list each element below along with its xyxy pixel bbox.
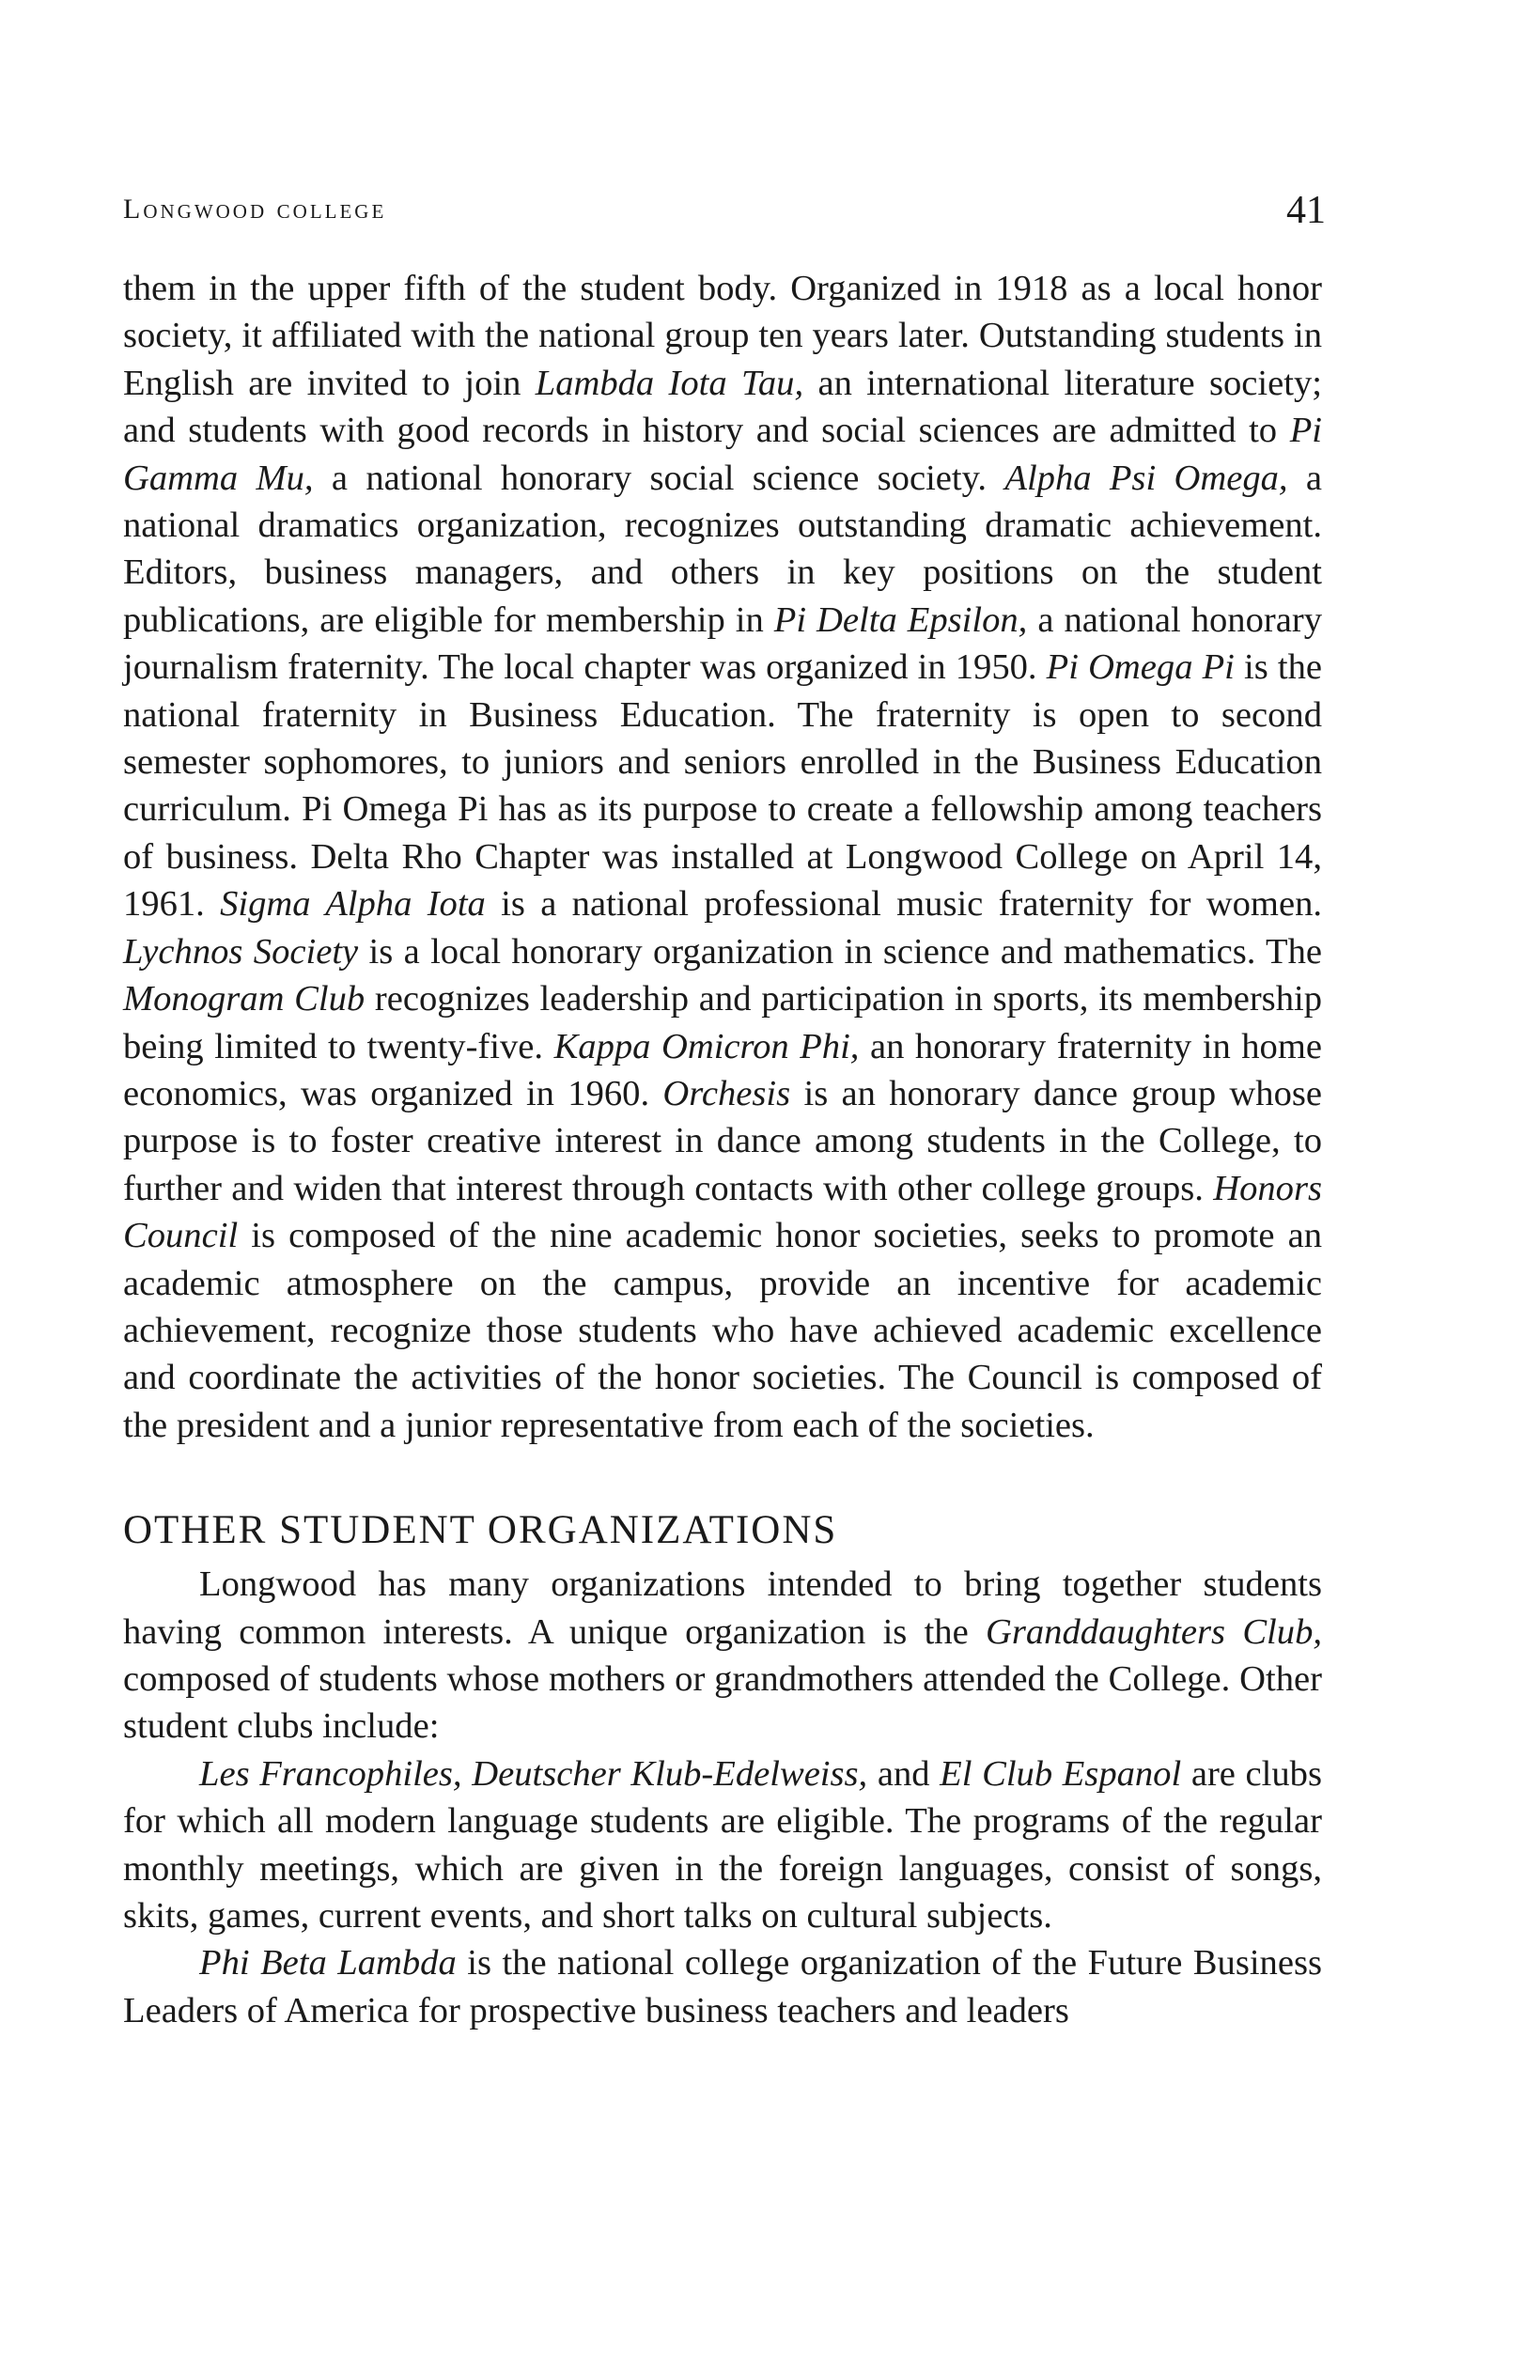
text-run: is the national college organization of the Future Business Leaders of America for prospective business teachers and leaders [123,1943,1323,2030]
text-run: an honorary fraternity in home economics, was organized in 1960. [123,1026,1322,1113]
text-run: an international literature society; and students with good records in history and social sciences are admitted to [123,363,1322,451]
page-number: 41 [1286,189,1326,232]
text-run: a national honorary social science society. [313,458,1005,498]
other-orgs-intro-paragraph [123,1561,1322,1750]
society-name: Lambda Iota Tau, [535,363,804,403]
society-name: Alpha Psi Omega, [1004,458,1288,498]
society-name: Sigma Alpha Iota [220,884,486,925]
text-run: recognizes leadership and participation in sports, its membership being limited to twenty-five. [123,979,1322,1066]
society-name: Pi Delta Epsilon, [773,599,1028,640]
text-run: is composed of the nine academic honor societies, seeks to promote an academic atmosphere on the campus, provide an incentive for academic achievement, recognize those students who have achieved academic excellence and coordinate the activities of the honor societies. The Council is composed of the president and a junior representative from each of the societies. [123,1216,1322,1445]
club-name: Granddaughters Club, [986,1611,1322,1652]
section-heading: OTHER STUDENT ORGANIZATIONS [123,1508,838,1553]
running-head: Longwood college [123,194,387,225]
text-run: are clubs for which all modern language students are eligible. The programs of the regular monthly meetings, which are given in the foreign languages, consist of songs, skits, games, current events, and short talks on cultural subjects. [123,1753,1322,1936]
language-clubs-paragraph [123,1750,1322,1940]
society-name: Kappa Omicron Phi, [553,1026,860,1066]
club-name: El Club Espanol [940,1753,1182,1794]
society-name: Honors Council [123,1168,1322,1256]
page-body [123,265,1322,2034]
page-header [123,188,1326,235]
text-run: is a local honorary organization in science and mathematics. The [358,931,1322,972]
society-name: Orchesis [662,1073,791,1113]
text-run: a national dramatics organization, recognizes outstanding dramatic achievement. Editors, business managers, and others in key positions on the student publications, are eligible for membership in [123,458,1323,640]
business-club-paragraph [123,1939,1322,2034]
club-name: Phi Beta Lambda [199,1943,457,1983]
club-name: Les Francophiles, Deutscher Klub-Edelweiss, [199,1753,868,1794]
society-name: Lychnos Society [123,931,359,972]
text-run: Longwood has many organizations intended to bring together students having common interests. A unique organization is the [123,1564,1322,1652]
text-run: is an honorary dance group whose purpose is to foster creative interest in dance among students in the College, to further and widen that interest through contacts with other college groups. [123,1073,1323,1208]
text-run: them in the upper fifth of the student body. Organized in 1918 as a local honor society, it affiliated with the national group ten years later. Outstanding students in English are invited to join [123,269,1322,403]
society-name: Pi Omega Pi [1046,647,1235,688]
text-run: composed of students whose mothers or grandmothers attended the College. Other student clubs include: [123,1658,1322,1747]
text-run: and [867,1753,941,1794]
text-run: is the national fraternity in Business Education. The fraternity is open to second semester sophomores, to juniors and seniors enrolled in the Business Education curriculum. Pi Omega Pi has as its purpose to create a fellowship among teachers of business. Delta Rho Chapter was installed at Longwood College on April 14, 1961. [123,647,1322,925]
text-run: a national honorary journalism fraternity. The local chapter was organized in 1950. [123,599,1322,688]
honor-societies-paragraph [123,265,1322,1449]
society-name: Monogram Club [123,979,366,1019]
society-name: Pi Gamma Mu, [123,411,1322,498]
text-run: is a national professional music fraternity for women. [485,884,1322,925]
